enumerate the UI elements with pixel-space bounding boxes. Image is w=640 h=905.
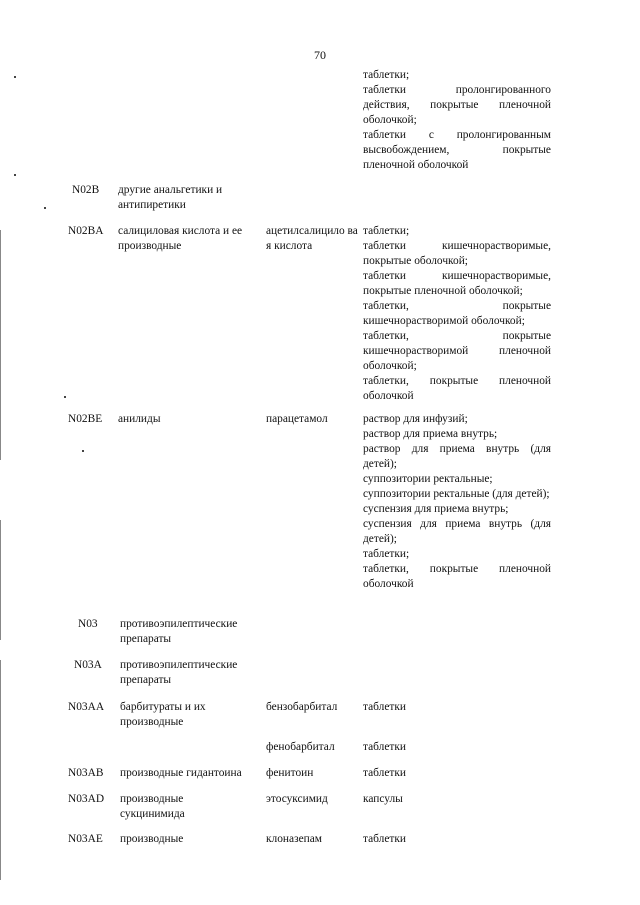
form-item: капсулы xyxy=(363,793,403,805)
atc-code: N03AA xyxy=(68,701,105,713)
atc-group-name: противоэпилептические препараты xyxy=(120,618,238,645)
scan-edge xyxy=(0,520,1,640)
atc-group-name: производные xyxy=(120,833,184,845)
atc-group-name: противоэпилептические препараты xyxy=(120,659,238,686)
form-item: таблетки кишечнорастворимые, покрытые пленочной оболочкой; xyxy=(363,270,551,297)
form-item: таблетки, покрытые кишечнорастворимой оболочкой; xyxy=(363,300,551,327)
form-list xyxy=(363,740,551,755)
form-item: таблетки xyxy=(363,833,407,845)
form-item: таблетки, покрытые пленочной оболочкой xyxy=(363,375,551,402)
atc-group-name: другие анальгетики и антипиретики xyxy=(118,184,223,211)
form-list-continued xyxy=(363,68,551,173)
drug-name: фенобарбитал xyxy=(266,741,335,753)
atc-code: N02BA xyxy=(68,225,104,237)
form-item: суспензия для приема внутрь; xyxy=(363,503,509,515)
scan-edge xyxy=(0,660,1,880)
atc-code: N03AB xyxy=(68,767,104,779)
atc-code: N02B xyxy=(72,184,100,196)
atc-group-name: производные гидантоина xyxy=(120,767,242,779)
form-list xyxy=(363,832,551,847)
form-item: раствор для инфузий; xyxy=(363,413,468,425)
scan-mark xyxy=(14,174,16,176)
form-item: суппозитории ректальные; xyxy=(363,473,493,485)
form-list xyxy=(363,766,551,781)
drug-name: бензобарбитал xyxy=(266,701,338,713)
atc-group-name: салициловая кислота и ее производные xyxy=(118,225,243,252)
drug-name: парацетамол xyxy=(266,413,328,425)
form-item: суппозитории ректальные (для детей); xyxy=(363,488,550,500)
atc-group-name: производные сукцинимида xyxy=(120,793,185,820)
form-list xyxy=(363,224,551,404)
scan-mark xyxy=(64,396,66,398)
form-item: таблетки; xyxy=(363,225,410,237)
drug-name: ацетилсалицило вая кислота xyxy=(266,225,358,252)
scan-mark xyxy=(14,76,16,78)
drug-name: клоназепам xyxy=(266,833,322,845)
form-item: таблетки xyxy=(363,767,407,779)
drug-name: фенитоин xyxy=(266,767,314,779)
atc-code: N02BE xyxy=(68,413,103,425)
atc-code: N03 xyxy=(78,618,98,630)
form-list xyxy=(363,700,551,715)
atc-code: N03AE xyxy=(68,833,103,845)
form-list xyxy=(363,412,551,592)
atc-group-name: анилиды xyxy=(118,413,161,425)
form-item: таблетки, покрытые кишечнорастворимой пленочной оболочкой; xyxy=(363,330,551,372)
form-item: таблетки кишечнорастворимые, покрытые оболочкой; xyxy=(363,240,551,267)
form-item: таблетки пролонгированного действия, покрытые пленочной оболочкой; xyxy=(363,84,551,126)
form-item: суспензия для приема внутрь (для детей); xyxy=(363,518,551,545)
scan-edge xyxy=(0,230,1,460)
form-list xyxy=(363,792,551,807)
form-item: таблетки xyxy=(363,701,407,713)
form-item: таблетки, покрытые пленочной оболочкой xyxy=(363,563,551,590)
scan-mark xyxy=(44,207,46,209)
atc-group-name: барбитураты и их производные xyxy=(120,701,206,728)
scan-mark xyxy=(82,450,84,452)
form-item: раствор для приема внутрь (для детей); xyxy=(363,443,551,470)
atc-code: N03AD xyxy=(68,793,105,805)
form-item: таблетки; xyxy=(363,69,410,81)
drug-name: этосуксимид xyxy=(266,793,328,805)
form-item: таблетки; xyxy=(363,548,410,560)
atc-code: N03A xyxy=(74,659,102,671)
form-item: раствор для приема внутрь; xyxy=(363,428,498,440)
form-item: таблетки xyxy=(363,741,407,753)
page-number: 70 xyxy=(314,48,326,62)
form-item: таблетки с пролонгированным высвобождением, покрытые пленочной оболочкой xyxy=(363,129,551,171)
